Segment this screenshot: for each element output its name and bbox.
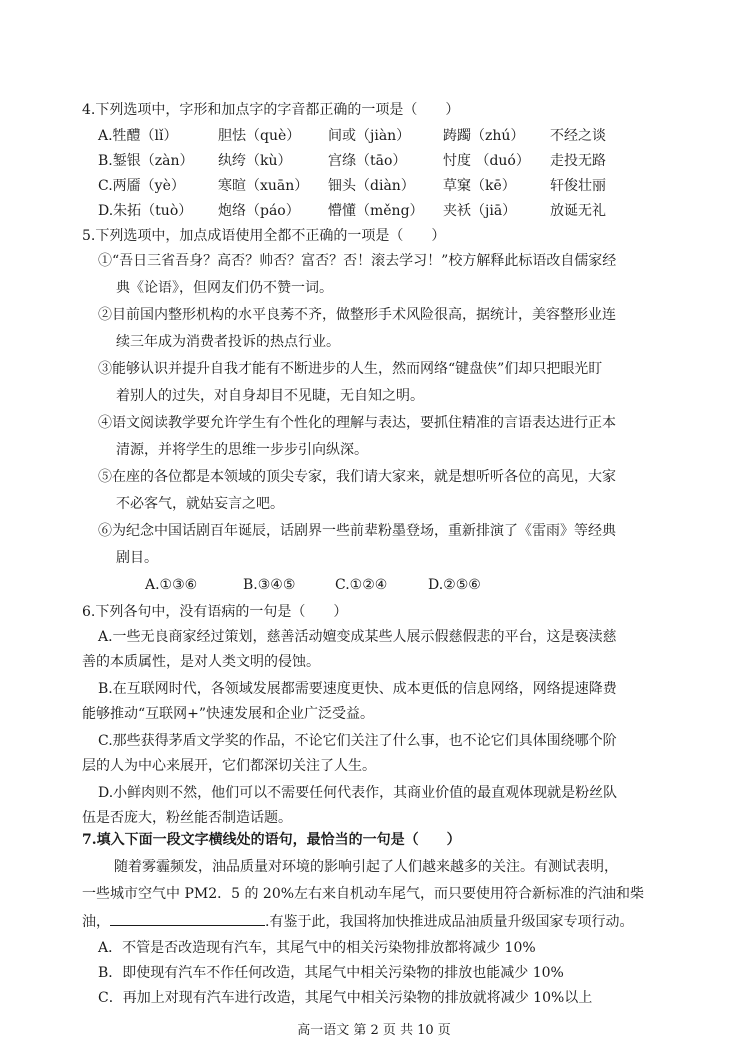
- q4-c-1: C.两靥（yè）: [98, 178, 185, 194]
- q4-b-4: 忖度 （duó）: [443, 153, 530, 169]
- page-footer: 高一语文 第 2 页 共 10 页: [297, 1023, 451, 1038]
- q4-d-3: 懵懂（měng）: [328, 203, 424, 219]
- q7-paragraph-suffix: .有鉴于此，我国将加快推进成品油质量升级国家专项行动。: [265, 914, 634, 930]
- q6-c-line-2: 层的人为中心来展开，它们都深切关注了人生。: [82, 758, 376, 774]
- q7-paragraph-line-3: [82, 911, 633, 932]
- q4-a-3: 间或（jiàn）: [328, 128, 411, 144]
- q5-title: 5.下列选项中，加点成语使用全都不正确的一项是（ ）: [82, 228, 446, 244]
- q4-b-1: B.錾银（zàn）: [98, 153, 194, 169]
- q5-item-3-line-1: ③能够认识并提升自我才能有不断进步的人生，然而网络“键盘侠”们却只把眼光盯: [98, 361, 603, 377]
- q4-c-2: 寒暄（xuān）: [218, 178, 309, 194]
- q5-item-6-line-2: 剧目。: [116, 550, 158, 566]
- q5-item-2-line-2: 续三年成为消费者投诉的热点行业。: [116, 334, 340, 350]
- q7-option-b: B．即使现有汽车不作任何改造，其尾气中相关污染物的排放也能减少 10%: [98, 965, 564, 981]
- q5-item-6-line-1: ⑥为纪念中国话剧百年诞辰，话剧界一些前辈粉墨登场，重新排演了《雷雨》等经典: [98, 523, 616, 539]
- q5-option-c: C.①②④: [335, 577, 388, 593]
- q4-b-3: 宫绦（tāo）: [328, 153, 407, 169]
- q4-c-3: 钿头（diàn）: [328, 178, 415, 194]
- q4-d-2: 炮络（páo）: [218, 203, 300, 219]
- q6-a-line-2: 善的本质属性，是对人类文明的侵蚀。: [82, 654, 320, 670]
- q5-item-1-line-2: 典《论语》，但网友们仍不赞一词。: [116, 280, 333, 296]
- q7-option-c: C．再加上对现有汽车进行改造，其尾气中相关污染物的排放就将减少 10%以上: [98, 990, 593, 1006]
- q6-b-line-2: 能够推动“互联网+”快速发展和企业广泛受益。: [82, 706, 375, 722]
- q6-d-line-2: 伍是否庞大，粉丝能否制造话题。: [82, 810, 292, 826]
- q7-title: 7.填入下面一段文字横线处的语句，最恰当的一句是（ ）: [82, 832, 461, 848]
- q5-option-b: B.③④⑤: [243, 577, 296, 593]
- q5-item-3-line-2: 着别人的过失，对自身却目不见睫，无自知之明。: [116, 388, 424, 404]
- q4-d-1: D.朱拓（tuò）: [98, 203, 193, 219]
- q6-title: 6.下列各句中，没有语病的一句是（ ）: [82, 604, 348, 620]
- q4-c-5: 轩俊壮丽: [550, 178, 606, 194]
- q4-b-5: 走投无路: [550, 153, 606, 169]
- q6-b-line-1: B.在互联网时代，各领域发展都需要速度更快、成本更低的信息网络，网络提速降费: [98, 681, 617, 697]
- q4-a-2: 胆怯（què）: [218, 128, 301, 144]
- q4-title: 4.下列选项中，字形和加点字的字音都正确的一项是（ ）: [82, 102, 460, 118]
- q7-paragraph-prefix: 油，: [82, 914, 110, 930]
- answer-blank[interactable]: [110, 911, 265, 926]
- q5-item-5-line-1: ⑤在座的各位都是本领域的顶尖专家，我们请大家来，就是想听听各位的高见，大家: [98, 469, 616, 485]
- q6-d-line-1: D.小鲜肉则不然，他们可以不需要任何代表作，其商业价值的最直观体现就是粉丝队: [98, 785, 618, 801]
- q5-item-1-line-1: ①“吾日三省吾身？高否？帅否？富否？否！滚去学习！”校方解释此标语改自儒家经: [98, 253, 617, 269]
- q7-paragraph-line-2: 一些城市空气中 PM2．5 的 20%左右来自机动车尾气，而只要使用符合新标准的汽油和柴: [82, 886, 645, 902]
- q7-option-a: A．不管是否改造现有汽车，其尾气中的相关污染物排放都将减少 10%: [98, 940, 536, 956]
- q4-d-4: 夹袄（jiā）: [443, 203, 517, 219]
- q6-c-line-1: C.那些获得茅盾文学奖的作品，不论它们关注了什么事，也不论它们具体围绕哪个阶: [98, 733, 617, 749]
- q5-item-2-line-1: ②目前国内整形机构的水平良莠不齐，做整形手术风险很高，据统计，美容整形业连: [98, 307, 616, 323]
- q5-option-a: A.①③⑥: [145, 577, 198, 593]
- q7-paragraph-line-1: 随着雾霾频发，油品质量对环境的影响引起了人们越来越多的关注。有测试表明，: [114, 859, 618, 875]
- q5-item-4-line-1: ④语文阅读教学要允许学生有个性化的理解与表达，要抓住精准的言语表达进行正本: [98, 415, 616, 431]
- q4-b-2: 纨绔（kù）: [218, 153, 292, 169]
- q6-a-line-1: A.一些无良商家经过策划，慈善活动嬗变成某些人展示假慈假悲的平台，这是亵渎慈: [98, 629, 617, 645]
- q5-item-4-line-2: 清源，并将学生的思维一步步引向纵深。: [116, 442, 368, 458]
- q5-item-5-line-2: 不必客气，就姑妄言之吧。: [116, 496, 284, 512]
- q4-a-1: A.牲醴（lǐ）: [98, 128, 178, 144]
- q4-a-4: 踌躅（zhú）: [443, 128, 525, 144]
- q4-d-5: 放诞无礼: [550, 203, 606, 219]
- q5-option-d: D.②⑤⑥: [428, 577, 481, 593]
- q4-a-5: 不经之谈: [550, 128, 606, 144]
- q4-c-4: 草窠（kē）: [443, 178, 516, 194]
